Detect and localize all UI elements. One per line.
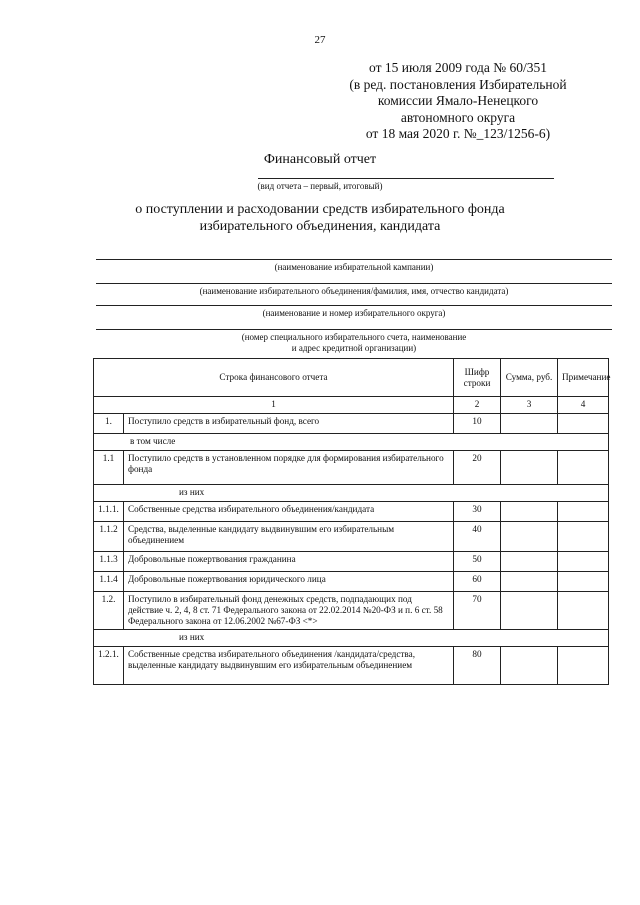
header-note-column: Примечание bbox=[558, 359, 609, 397]
row-sum bbox=[501, 522, 558, 552]
district-caption: (наименование и номер избирательного округа) bbox=[262, 308, 446, 318]
header-number: 2 bbox=[454, 397, 501, 414]
header-code-column: Шифр строки bbox=[454, 359, 501, 397]
row-code: 70 bbox=[454, 592, 501, 630]
report-type-caption: (вид отчета – первый, итоговый) bbox=[257, 181, 383, 191]
table-row bbox=[94, 414, 609, 434]
page-number: 27 bbox=[314, 34, 326, 46]
table-row bbox=[94, 647, 609, 685]
table-row bbox=[94, 451, 609, 485]
row-sum bbox=[501, 502, 558, 522]
row-sum bbox=[501, 451, 558, 485]
row-label: Поступило в избирательный фонд денежных средств, подпадающих под действие ч. 2, 4, 8 ст. 71 Федерального закона от 22.02.2014 №20-ФЗ и п. 6 ст. 58 Федерального закона от 12.06.2002 №67-ФЗ <*> bbox=[124, 592, 454, 630]
campaign-name-caption: (наименование избирательной кампании) bbox=[274, 262, 434, 272]
row-number: 1.1.2 bbox=[94, 522, 124, 552]
bank-account-caption-line: (номер специального избирательного счета, наименование bbox=[241, 332, 467, 342]
row-number: 1.2.1. bbox=[94, 647, 124, 685]
row-sum bbox=[501, 647, 558, 685]
bank-account-caption-line: и адрес кредитной организации) bbox=[291, 343, 417, 353]
campaign-name-line bbox=[96, 259, 612, 260]
subject-line: о поступлении и расходовании средств избирательного фонда bbox=[135, 202, 505, 217]
header-sum-column: Сумма, руб. bbox=[501, 359, 558, 397]
row-number: 1.1 bbox=[94, 451, 124, 485]
row-note bbox=[558, 451, 609, 485]
table-row bbox=[94, 502, 609, 522]
row-sum bbox=[501, 572, 558, 592]
district-line bbox=[96, 305, 612, 306]
row-number: 1.1.3 bbox=[94, 552, 124, 572]
row-label: Добровольные пожертвования гражданина bbox=[124, 552, 454, 572]
table-row bbox=[94, 572, 609, 592]
row-sum bbox=[501, 552, 558, 572]
row-label: Добровольные пожертвования юридического лица bbox=[124, 572, 454, 592]
candidate-name-caption: (наименование избирательного объединения/фамилия, имя, отчество кандидата) bbox=[199, 286, 509, 296]
row-code: 20 bbox=[454, 451, 501, 485]
table-header-row bbox=[94, 359, 609, 397]
subheader-label: в том числе bbox=[94, 434, 609, 451]
subheader-label: из них bbox=[94, 630, 609, 647]
bank-account-line bbox=[96, 329, 612, 330]
header-line: комиссии Ямало-Ненецкого bbox=[377, 93, 539, 108]
row-note bbox=[558, 552, 609, 572]
row-code: 30 bbox=[454, 502, 501, 522]
table-row bbox=[94, 522, 609, 552]
row-note bbox=[558, 592, 609, 630]
row-number: 1.1.1. bbox=[94, 502, 124, 522]
candidate-name-line bbox=[96, 283, 612, 284]
row-label: Поступило средств в избирательный фонд, всего bbox=[124, 414, 454, 434]
row-code: 10 bbox=[454, 414, 501, 434]
subject-line: избирательного объединения, кандидата bbox=[199, 219, 441, 234]
table-row bbox=[94, 552, 609, 572]
bank-account-caption bbox=[96, 332, 612, 354]
row-label: Собственные средства избирательного объединения/кандидата bbox=[124, 502, 454, 522]
document-header bbox=[338, 60, 578, 143]
row-sum bbox=[501, 414, 558, 434]
header-line: автономного округа bbox=[400, 109, 516, 125]
row-code: 60 bbox=[454, 572, 501, 592]
row-number: 1.1.4 bbox=[94, 572, 124, 592]
row-sum bbox=[501, 592, 558, 630]
report-title: Финансовый отчет bbox=[263, 152, 377, 167]
row-note bbox=[558, 502, 609, 522]
row-label: Поступило средств в установленном порядке для формирования избирательного фонда bbox=[124, 451, 454, 485]
table-header-numbers-row bbox=[94, 397, 609, 414]
header-number: 1 bbox=[94, 397, 454, 414]
table-subheader-row bbox=[94, 434, 609, 451]
row-label: Собственные средства избирательного объединения /кандидата/средства, выделенные кандидату выдвинувшим его избирательным объединением bbox=[124, 647, 454, 685]
table-body bbox=[94, 414, 609, 685]
header-line: (в ред. постановления Избирательной bbox=[349, 76, 567, 92]
row-number: 1.2. bbox=[94, 592, 124, 630]
table-subheader-row bbox=[94, 485, 609, 502]
report-type-line bbox=[258, 178, 554, 179]
row-number: 1. bbox=[94, 414, 124, 434]
header-number: 4 bbox=[558, 397, 609, 414]
header-number: 3 bbox=[501, 397, 558, 414]
row-code: 50 bbox=[454, 552, 501, 572]
row-note bbox=[558, 414, 609, 434]
header-line: от 18 мая 2020 г. №_123/1256-6) bbox=[365, 126, 551, 141]
report-subject bbox=[0, 201, 640, 235]
table-subheader-row bbox=[94, 630, 609, 647]
row-code: 80 bbox=[454, 647, 501, 685]
table-row bbox=[94, 592, 609, 630]
row-note bbox=[558, 647, 609, 685]
financial-report-table bbox=[93, 358, 609, 685]
row-note bbox=[558, 522, 609, 552]
row-label: Средства, выделенные кандидату выдвинувшим его избирательным объединением bbox=[124, 522, 454, 552]
header-line-column: Строка финансового отчета bbox=[94, 359, 454, 397]
header-line: от 15 июля 2009 года № 60/351 bbox=[369, 60, 547, 75]
row-code: 40 bbox=[454, 522, 501, 552]
row-note bbox=[558, 572, 609, 592]
subheader-label: из них bbox=[94, 485, 609, 502]
